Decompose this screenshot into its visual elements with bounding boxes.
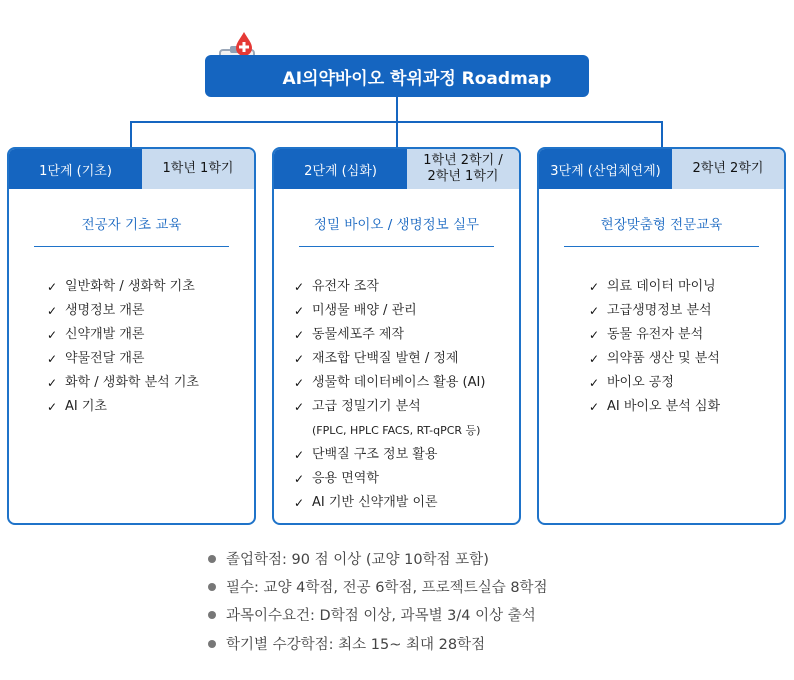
term-label: 2학년 2학기 [672, 149, 784, 189]
info-course-requirements: 과목이수요건: D학점 이상, 과목별 3/4 이상 출석 [208, 604, 536, 625]
list-item: ✓ 일반화학 / 생화학 기초 [47, 275, 254, 299]
check-icon: ✓ [589, 280, 600, 294]
bullet-icon [208, 611, 216, 619]
list-item: ✓ 동물 유전자 분석 [589, 323, 784, 347]
list-item: ✓ AI 기초 [47, 395, 254, 419]
stage-label: 1단계 (기초) [9, 149, 142, 189]
check-icon: ✓ [294, 400, 305, 414]
check-icon: ✓ [589, 400, 600, 414]
bullet-icon [208, 555, 216, 563]
list-item: ✓ 재조합 단백질 발현 / 정제 [294, 347, 519, 371]
list-item: ✓ 생물학 데이터베이스 활용 (AI) [294, 371, 519, 395]
stage-card-1 [7, 147, 256, 525]
info-graduation-credits: 졸업학점: 90 점 이상 (교양 10학점 포함) [208, 548, 489, 569]
list-item: ✓ 고급생명정보 분석 [589, 299, 784, 323]
divider [299, 246, 494, 247]
bullet-icon [208, 640, 216, 648]
check-icon: ✓ [47, 352, 58, 366]
list-item: ✓ 신약개발 개론 [47, 323, 254, 347]
check-icon: ✓ [294, 496, 305, 510]
list-item: ✓ 바이오 공정 [589, 371, 784, 395]
check-icon: ✓ [47, 280, 58, 294]
check-icon: ✓ [294, 304, 305, 318]
bullet-icon [208, 583, 216, 591]
list-item-note: (FPLC, HPLC FACS, RT-qPCR 등) [312, 424, 481, 437]
list-item: ✓ 응용 면역학 [294, 467, 519, 491]
stage-card-3 [537, 147, 786, 525]
list-item: ✓ 의약품 생산 및 분석 [589, 347, 784, 371]
list-item: ✓ 유전자 조작 [294, 275, 519, 299]
divider [34, 246, 229, 247]
check-icon: ✓ [589, 376, 600, 390]
list-item: ✓ 동물세포주 제작 [294, 323, 519, 347]
list-item: ✓ 의료 데이터 마이닝 [589, 275, 784, 299]
list-item: ✓ 단백질 구조 정보 활용 [294, 443, 519, 467]
check-icon: ✓ [589, 352, 600, 366]
check-icon: ✓ [47, 304, 58, 318]
info-required-credits: 필수: 교양 4학점, 전공 6학점, 프로젝트실습 8학점 [208, 576, 548, 597]
stage-label: 3단계 (산업체연계) [539, 149, 672, 189]
term-label: 1학년 2학기 / 2학년 1학기 [407, 149, 519, 189]
check-icon: ✓ [47, 328, 58, 342]
check-icon: ✓ [294, 472, 305, 486]
check-icon: ✓ [47, 376, 58, 390]
info-semester-credits: 학기별 수강학점: 최소 15~ 최대 28학점 [208, 633, 485, 654]
list-item: ✓ AI 바이오 분석 심화 [589, 395, 784, 419]
check-icon: ✓ [294, 352, 305, 366]
check-icon: ✓ [589, 304, 600, 318]
connector-right [661, 121, 663, 147]
check-icon: ✓ [294, 376, 305, 390]
list-item: ✓ 약물전달 개론 [47, 347, 254, 371]
stage-card-2 [272, 147, 521, 525]
list-item: ✓ AI 기반 신약개발 이론 [294, 491, 519, 515]
stage-subtitle: 전공자 기초 교육 [81, 217, 182, 233]
divider [564, 246, 759, 247]
list-item: ✓ 미생물 배양 / 관리 [294, 299, 519, 323]
check-icon: ✓ [294, 448, 305, 462]
list-item: ✓ 화학 / 생화학 분석 기초 [47, 371, 254, 395]
list-item: ✓ 고급 정밀기기 분석 [294, 395, 519, 419]
check-icon: ✓ [47, 400, 58, 414]
roadmap-title: AI의약바이오 학위과정 Roadmap [205, 55, 589, 97]
stage-label: 2단계 (심화) [274, 149, 407, 189]
stage-subtitle: 현장맞춤형 전문교육 [600, 217, 723, 233]
connector-horizontal [130, 121, 663, 123]
check-icon: ✓ [589, 328, 600, 342]
term-label: 1학년 1학기 [142, 149, 254, 189]
list-item: ✓ 생명정보 개론 [47, 299, 254, 323]
check-icon: ✓ [294, 280, 305, 294]
connector-left [130, 121, 132, 147]
stage-subtitle: 정밀 바이오 / 생명정보 실무 [313, 217, 480, 233]
check-icon: ✓ [294, 328, 305, 342]
